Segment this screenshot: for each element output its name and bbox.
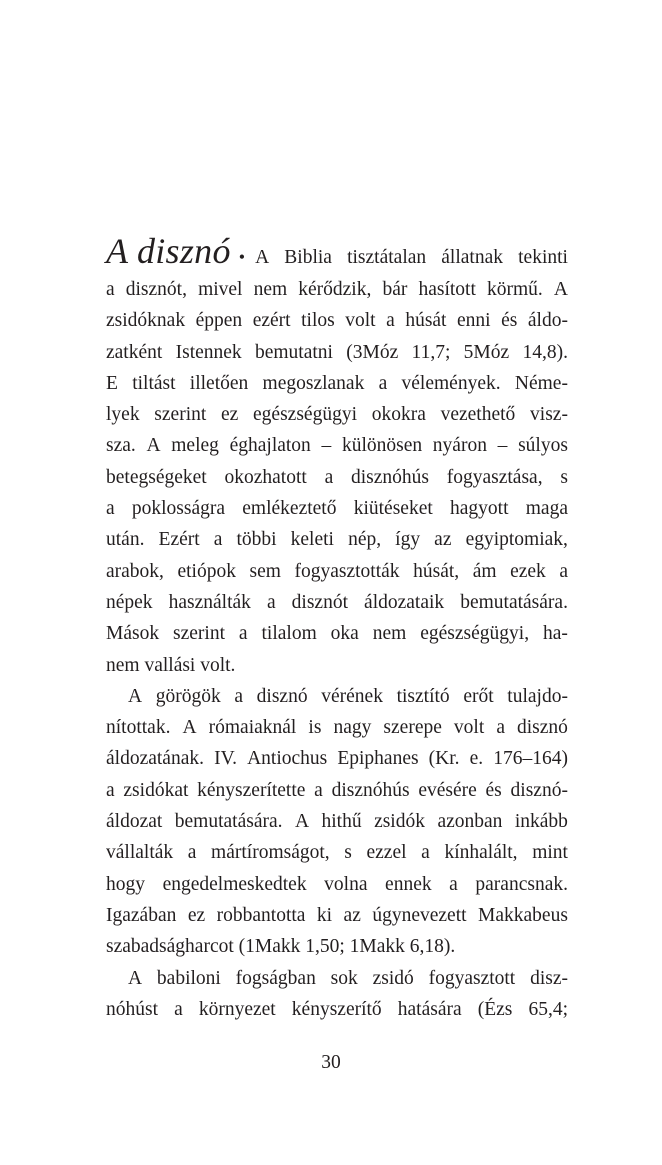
word: disznóhús (350, 466, 429, 488)
bullet-separator: • (238, 247, 246, 267)
text-line (106, 228, 568, 274)
text-line (106, 368, 568, 399)
word: bemutatására. (460, 591, 568, 613)
word: hatására (397, 998, 462, 1020)
word: bemutatására. (174, 811, 283, 833)
word: éppen (195, 310, 243, 332)
word: megoszlanak (262, 372, 365, 394)
word: hithű (321, 811, 362, 833)
word: sok (330, 967, 358, 989)
word: nyáron (432, 435, 487, 457)
word: A (553, 279, 568, 300)
word: sza. (106, 435, 136, 457)
text-line (106, 963, 568, 994)
word: áldo- (527, 310, 568, 332)
word: tekinti (518, 247, 568, 268)
word: inkább (514, 811, 568, 833)
word: A (128, 967, 143, 989)
word: IV. (214, 748, 238, 770)
text-line (106, 869, 568, 900)
word: 176–164) (493, 748, 568, 770)
word: kérődzik, (298, 279, 372, 300)
text-line: nem vallási volt. (106, 654, 236, 676)
word: okozhatott (224, 466, 307, 488)
word: 14,8). (522, 341, 568, 363)
word: Epiphanes (337, 748, 419, 770)
word: ha- (543, 623, 568, 645)
word: – (321, 435, 332, 457)
word: nítottak. (106, 717, 171, 739)
word: keleti (290, 529, 334, 551)
text-line (106, 806, 568, 837)
word: hogy (106, 873, 145, 895)
word: disznó (517, 717, 568, 739)
word: használták (168, 591, 251, 613)
word: bemutatni (254, 341, 333, 363)
word: nem (253, 279, 288, 300)
word: betegségeket (106, 466, 207, 488)
word: mivel (198, 279, 243, 300)
word: ennek (385, 873, 432, 895)
word: maga (525, 498, 568, 520)
text-line (106, 493, 568, 524)
word: 5Móz (463, 341, 510, 363)
word: Antiochus (247, 748, 328, 770)
word: E (106, 372, 118, 394)
word: tilalom (261, 623, 317, 645)
text-line (106, 337, 568, 368)
word: áldozatának. (106, 748, 204, 770)
word: szerint (173, 623, 225, 645)
text-line (106, 430, 568, 461)
word: egyiptomiak, (465, 529, 568, 551)
word: A (146, 435, 161, 457)
word: körmű. (486, 279, 543, 300)
word: arabok, (106, 560, 164, 582)
word: Igazában (106, 904, 177, 926)
word: így (395, 529, 421, 551)
word: a (324, 466, 334, 488)
word: szerint (154, 404, 207, 426)
word: volt (345, 310, 376, 332)
word: azonban (437, 811, 503, 833)
word: nagy (333, 717, 372, 739)
word: sem (249, 560, 281, 582)
word: éghajlaton (229, 435, 311, 457)
word: tiltást (132, 372, 176, 394)
word: (Kr. (428, 748, 460, 770)
word: és (501, 310, 518, 332)
word: ezért (252, 310, 291, 332)
word: is (308, 717, 322, 739)
word: a (174, 998, 183, 1020)
word: volt (453, 717, 485, 739)
word: Ezért (158, 529, 200, 551)
word: zsidóknak (106, 310, 186, 332)
text-line (106, 743, 568, 774)
word: a (106, 779, 115, 801)
text-line (106, 305, 568, 336)
word: Néme- (514, 372, 568, 394)
text-line (106, 524, 568, 555)
word: kényszerítette (197, 779, 306, 801)
word: parancsnak. (475, 873, 568, 895)
word: meleg (171, 435, 219, 457)
word: nép, (348, 529, 382, 551)
word: erőt (463, 685, 494, 707)
word: többi (236, 529, 277, 551)
word: 11,7; (411, 341, 451, 363)
word: ez (221, 404, 239, 426)
word: a (449, 873, 458, 895)
word: A (182, 717, 197, 739)
word: nóhúst (106, 998, 159, 1020)
word: húsát (405, 310, 447, 332)
word: volna (324, 873, 368, 895)
text-line (106, 837, 568, 868)
word: hasított (418, 279, 476, 300)
word: evésére (418, 779, 477, 801)
text-line (106, 618, 568, 649)
text-line (106, 900, 568, 931)
word: engedelmeskedtek (162, 873, 307, 895)
word: illetően (189, 372, 249, 394)
word: fogyasztott (428, 967, 516, 989)
word: húsát, (413, 560, 460, 582)
word: különösen (341, 435, 423, 457)
word: disznó- (510, 779, 568, 801)
word: ezzel (366, 842, 407, 864)
word: e. (469, 748, 484, 770)
word: egészségügyi, (420, 623, 530, 645)
entry-heading: A disznó (106, 231, 231, 271)
page-number: 30 (321, 1052, 341, 1073)
text-line (106, 681, 568, 712)
word: (3Móz (346, 341, 399, 363)
word: Mások (106, 623, 160, 645)
word: oka (330, 623, 359, 645)
word: a (234, 685, 244, 707)
text-line (106, 462, 568, 493)
word: lyek (106, 404, 140, 426)
word: okokra (371, 404, 426, 426)
word: súlyos (518, 435, 568, 457)
word: (Ézs (477, 998, 513, 1020)
word: a (314, 779, 323, 801)
word: mint (532, 842, 568, 864)
word: A (294, 811, 310, 833)
word: népek (106, 591, 153, 613)
text-line (106, 712, 568, 743)
word: a (496, 717, 505, 739)
word: az (434, 529, 452, 551)
word: után. (106, 529, 145, 551)
word: az (343, 904, 361, 926)
word: poklosságra (131, 498, 226, 520)
word: a (106, 498, 115, 520)
word: zsidók (374, 811, 425, 833)
word: zatként (106, 341, 163, 363)
word: hagyott (450, 498, 509, 520)
word: fogyasztották (294, 560, 400, 582)
word: 65,4; (528, 998, 568, 1020)
word: állatnak (441, 247, 503, 268)
word: környezet (198, 998, 276, 1020)
word: babiloni (156, 967, 221, 989)
word: zsidókat (123, 779, 189, 801)
text-line (106, 556, 568, 587)
word: visz- (530, 404, 568, 426)
word: a (238, 623, 248, 645)
text-line (106, 775, 568, 806)
text-line (106, 587, 568, 618)
word: nem (372, 623, 407, 645)
text-line (106, 399, 568, 430)
text-line (106, 274, 568, 305)
word: a (106, 279, 115, 300)
word: kiütéseket (353, 498, 433, 520)
word: etiópok (177, 560, 236, 582)
word: a (213, 529, 223, 551)
word: ezek (510, 560, 546, 582)
word: rómaiaknál (208, 717, 297, 739)
word: a (386, 310, 395, 332)
word: mártíromságot, (211, 842, 330, 864)
word: – (497, 435, 508, 457)
word: ám (472, 560, 497, 582)
word: disz- (530, 967, 568, 989)
word: a (559, 560, 568, 582)
word: a (266, 591, 276, 613)
text-block (106, 228, 568, 1025)
word: robbantotta (216, 904, 306, 926)
word: tilos (301, 310, 335, 332)
word: tulajdo- (507, 685, 568, 707)
word: fogyasztása, (446, 466, 543, 488)
word: ez (187, 904, 206, 926)
word: A (255, 247, 270, 268)
word: s (560, 466, 568, 488)
word: disznó (256, 685, 308, 707)
word: a (421, 842, 430, 864)
word: s (344, 842, 352, 864)
word: úgynevezett (372, 904, 467, 926)
word: kényszerítő (291, 998, 382, 1020)
word: tisztátalan (347, 247, 427, 268)
word: áldozataik (364, 591, 445, 613)
word: vállalták (106, 842, 174, 864)
word: vezethető (440, 404, 516, 426)
word: ki (316, 904, 333, 926)
word: disznóhús (331, 779, 410, 801)
word: szerepe (383, 717, 442, 739)
word: A (128, 685, 143, 707)
word: zsidó (372, 967, 414, 989)
word: enni (457, 310, 491, 332)
word: bár (382, 279, 408, 300)
word: Makkabeus (478, 904, 568, 926)
word: kínhalált, (444, 842, 518, 864)
word: és (485, 779, 502, 801)
word: Biblia (284, 247, 332, 268)
word: a (378, 372, 388, 394)
word: tisztító (396, 685, 450, 707)
word: áldozat (106, 811, 163, 833)
word: a (187, 842, 197, 864)
word: görögök (155, 685, 221, 707)
text-line (106, 994, 568, 1025)
word: disznót (291, 591, 348, 613)
word: fogságban (235, 967, 316, 989)
text-line: szabadságharcot (1Makk 1,50; 1Makk 6,18). (106, 936, 456, 958)
word: Istennek (175, 341, 242, 363)
word: emlékeztető (242, 498, 337, 520)
word: vélemények. (401, 372, 501, 394)
word: vérének (321, 685, 383, 707)
word: egészségügyi (253, 404, 357, 426)
word: disznót, (125, 279, 187, 300)
